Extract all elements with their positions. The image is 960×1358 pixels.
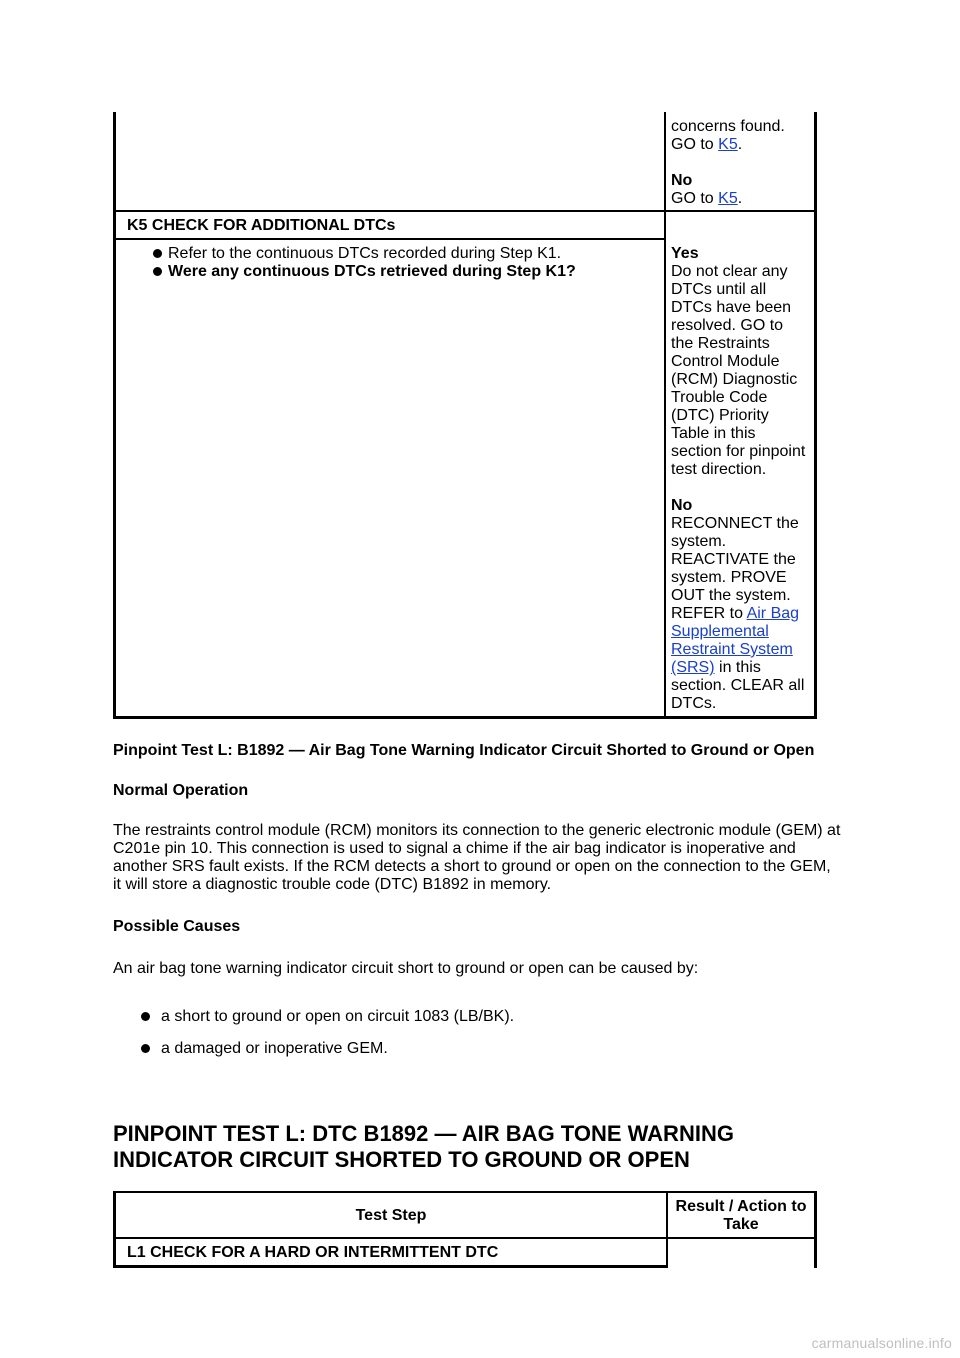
- srs-link-line-1[interactable]: Air Bag: [746, 605, 800, 622]
- bullet-icon: [153, 249, 162, 258]
- cause-item: a damaged or inoperative GEM.: [161, 1040, 388, 1057]
- l1-title: L1 CHECK FOR A HARD OR INTERMITTENT DTC: [127, 1244, 499, 1261]
- k5-no-label: No: [671, 497, 693, 514]
- k5-bullet-1: Refer to the continuous DTCs recorded during Step K1.: [168, 245, 562, 262]
- k5-result-cell: Yes Do not clear any DTCs until all DTCs have been resolved. GO to the Restraints Control Module (RCM) Diagnostic Trouble Code (DTC) Priority Table in this section for pinpoint test direction. No RECONNECT the system. REACTIVATE the system. PROVE OUT the system. REFER to Air Bag Supplemental Restraint System (SRS) in this section. CLEAR all DTCs.: [671, 245, 813, 713]
- k4-result-line: concerns found.: [671, 118, 785, 135]
- possible-causes-heading: Possible Causes: [113, 918, 241, 935]
- k5-yes-label: Yes: [671, 245, 699, 262]
- srs-link-line-4[interactable]: (SRS): [671, 659, 715, 676]
- cause-item: a short to ground or open on circuit 1083 (LB/BK).: [161, 1008, 515, 1025]
- normal-operation-text: The restraints control module (RCM) monitors its connection to the generic electronic module (GEM) at C201e pin 10. This connection is used to signal a chime if the air bag indicator is inoperative and another SRS fault exists. If the RCM detects a short to ground or open on the connection to the GEM, it will store a diagnostic trouble code (DTC) B1892 in memory.: [113, 822, 841, 893]
- k5-bullet-2: Were any continuous DTCs retrieved during Step K1?: [168, 263, 576, 280]
- k5-link[interactable]: K5: [718, 136, 738, 153]
- k4-no-go: GO to K5.: [671, 190, 743, 207]
- col-result-action: Result / Action to Take: [675, 1198, 807, 1233]
- k5-title: K5 CHECK FOR ADDITIONAL DTCs: [127, 217, 396, 234]
- pinpoint-test-heading: PINPOINT TEST L: DTC B1892 — AIR BAG TONE WARNING INDICATOR CIRCUIT SHORTED TO GROUND OR OPEN: [113, 1121, 734, 1172]
- possible-causes-intro: An air bag tone warning indicator circuit short to ground or open can be caused by:: [113, 960, 699, 977]
- section-title: Pinpoint Test L: B1892 — Air Bag Tone Warning Indicator Circuit Shorted to Ground or Open: [113, 742, 815, 759]
- watermark: carmanualsonline.info: [811, 1335, 952, 1351]
- col-test-step: Test Step: [355, 1207, 427, 1224]
- bullet-icon: [141, 1012, 150, 1021]
- k5-link-no[interactable]: K5: [718, 190, 738, 207]
- k4-yes-go: GO to K5.: [671, 136, 743, 153]
- normal-operation-heading: Normal Operation: [113, 782, 249, 799]
- srs-link-line-3[interactable]: Restraint System: [671, 641, 793, 658]
- bullet-icon: [153, 267, 162, 276]
- srs-link-line-2[interactable]: Supplemental: [671, 623, 769, 640]
- k4-no-label: No: [671, 172, 693, 189]
- k4-result-cell: [671, 118, 813, 208]
- bullet-icon: [141, 1044, 150, 1053]
